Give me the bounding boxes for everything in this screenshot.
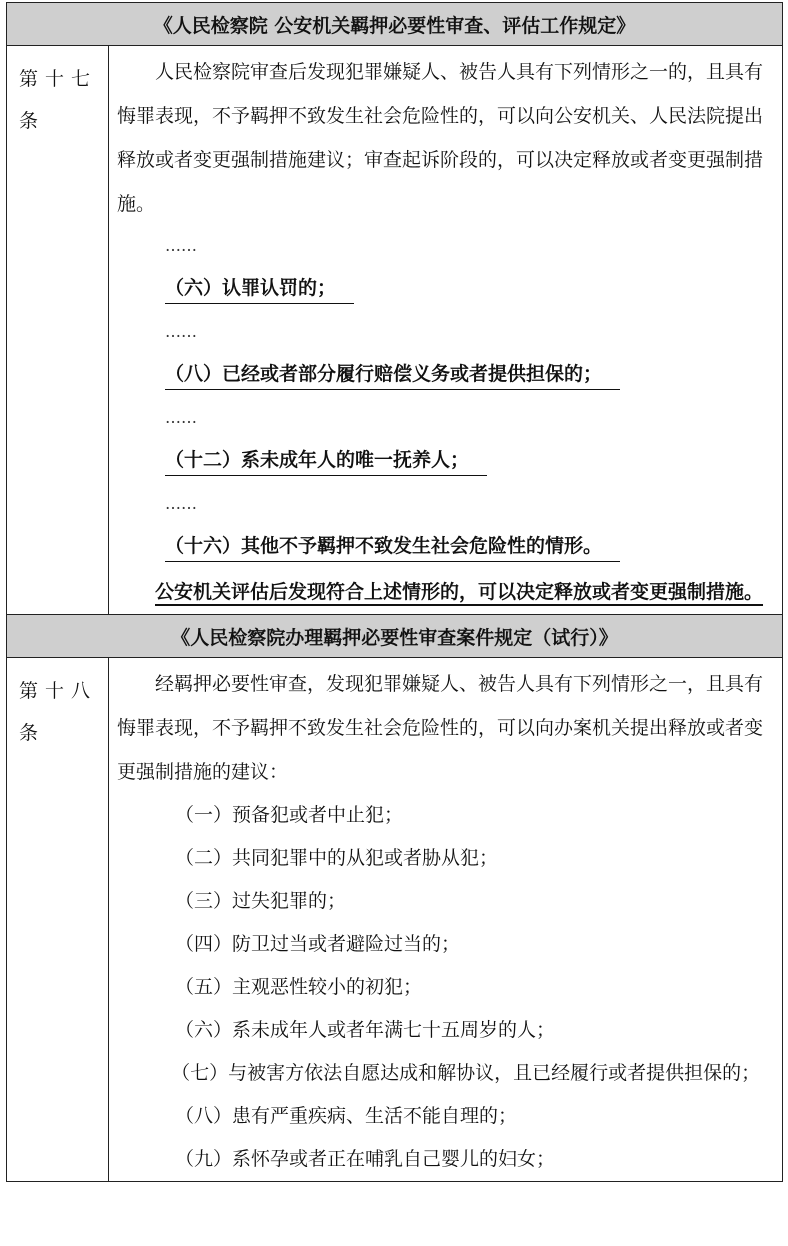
section1-article-body: [109, 46, 783, 615]
section1-intro: 人民检察院审查后发现犯罪嫌疑人、被告人具有下列情形之一的，且具有悔罪表现，不予羁押不致发生社会危险性的，可以向公安机关、人民法院提出释放或者变更强制措施建议；审查起诉阶段的，可以决定释放或者变更强制措施。: [117, 61, 764, 215]
section2-item-3: （三）过失犯罪的；: [175, 890, 347, 912]
section2-item-1: （一）预备犯或者中止犯；: [175, 804, 404, 826]
section1-closing: 公安机关评估后发现符合上述情形的，可以决定释放或者变更强制措施。: [155, 581, 764, 603]
section2-item-2: （二）共同犯罪中的从犯或者胁从犯；: [175, 847, 499, 869]
regulation-table: [6, 2, 783, 1182]
ellipsis: ……: [165, 408, 197, 427]
section2-item-6: （六）系未成年人或者年满七十五周岁的人；: [175, 1019, 556, 1041]
section2-item-5: （五）主观恶性较小的初犯；: [175, 976, 423, 998]
section1-item-12: （十二）系未成年人的唯一抚养人；: [117, 438, 776, 482]
ellipsis: ……: [165, 322, 197, 341]
ellipsis: ……: [165, 494, 197, 513]
section1-item-8: （八）已经或者部分履行赔偿义务或者提供担保的；: [117, 352, 776, 396]
section1-item-6: （六）认罪认罚的；: [117, 266, 776, 310]
section2-article-number: 第十八条: [7, 658, 109, 1182]
section2-item-9: （九）系怀孕或者正在哺乳自己婴儿的妇女；: [175, 1148, 556, 1170]
section2-item-7: （七）与被害方依法自愿达成和解协议，且已经履行或者提供担保的；: [171, 1062, 761, 1084]
section2-header-row: [7, 615, 783, 658]
ellipsis: ……: [165, 236, 197, 255]
section1-article-row: [7, 46, 783, 615]
section1-article-number: 第十七条: [7, 46, 109, 615]
section1-header-row: [7, 3, 783, 46]
section2-article-row: [7, 658, 783, 1182]
section2-item-8: （八）患有严重疾病、生活不能自理的；: [175, 1105, 518, 1127]
section1-title: 《人民检察院 公安机关羁押必要性审查、评估工作规定》: [7, 3, 783, 46]
section1-item-16: （十六）其他不予羁押不致发生社会危险性的情形。: [117, 524, 776, 568]
section2-item-4: （四）防卫过当或者避险过当的；: [175, 933, 461, 955]
section2-intro: 经羁押必要性审查，发现犯罪嫌疑人、被告人具有下列情形之一，且具有悔罪表现，不予羁押不致发生社会危险性的，可以向办案机关提出释放或者变更强制措施的建议：: [117, 673, 764, 783]
section2-title: 《人民检察院办理羁押必要性审查案件规定（试行）》: [7, 615, 783, 658]
section2-article-body: [109, 658, 783, 1182]
